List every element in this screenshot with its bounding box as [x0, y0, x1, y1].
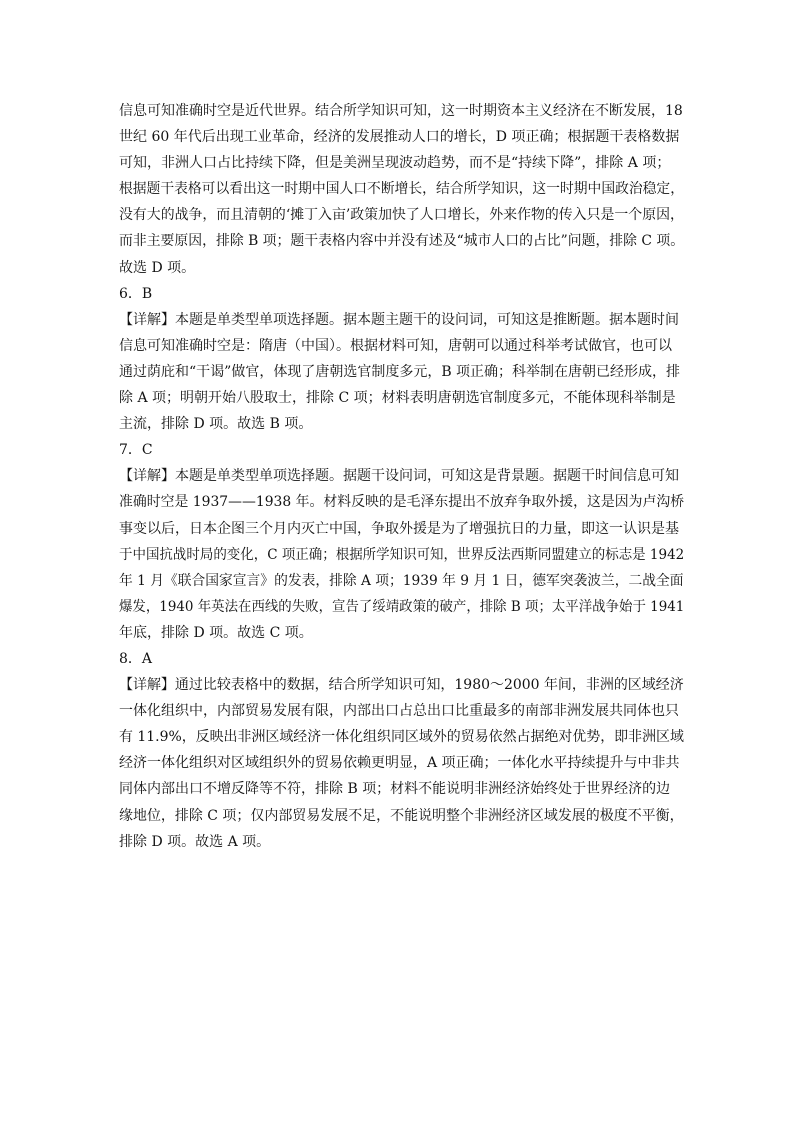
- text-line: 而非主要原因，排除 B 项；题干表格内容中并没有述及“城市人口的占比”问题，排除 C 项。: [119, 233, 685, 250]
- text-line: 通过荫庇和“干谒”做官，体现了唐朝选官制度多元，B 项正确；科举制在唐朝已经形成，排: [119, 363, 681, 380]
- text-line: 信息可知准确时空是近代世界。结合所学知识可知，这一时期资本主义经济在不断发展，18: [119, 103, 683, 119]
- text-line: 主流，排除 D 项。故选 B 项。: [119, 416, 313, 433]
- text-line: 同体内部出口不增反降等不符，排除 B 项；材料不能说明非洲经济始终处于世界经济的边: [119, 781, 671, 798]
- text-line: 【详解】本题是单类型单项选择题。据题干设问词，可知这是背景题。据题干时间信息可知: [119, 468, 679, 485]
- text-line: 故选 D 项。: [119, 259, 196, 276]
- document-body: [119, 98, 684, 855]
- text-line: 年 1 月《联合国家宣言》的发表，排除 A 项；1939 年 9 月 1 日，德军突袭波兰，二战全面: [119, 572, 684, 589]
- text-line: 经济一体化组织对区域组织外的贸易依赖更明显，A 项正确；一体化水平持续提升与中非共: [119, 755, 680, 772]
- text-line: 【详解】本题是单类型单项选择题。据本题主题干的设问词，可知这是推断题。据本题时间: [119, 311, 679, 328]
- text-line: 爆发，1940 年英法在西线的失败，宣告了绥靖政策的破产，排除 B 项；太平洋战争始于 1941: [119, 598, 685, 615]
- text-line: 事变以后，日本企图三个月内灭亡中国，争取外援是为了增强抗日的力量，即这一认识是基: [119, 520, 679, 537]
- text-line: 一体化组织中，内部贸易发展有限，内部出口占总出口比重最多的南部非洲发展共同体也只: [119, 703, 679, 720]
- text-line: 除 A 项；明朝开始八股取士，排除 C 项；材料表明唐朝选官制度多元，不能体现科举制是: [119, 390, 676, 407]
- text-line: 【详解】通过比较表格中的数据，结合所学知识可知，1980～2000 年间，非洲的区域经济: [119, 677, 684, 694]
- question-number: 8．A: [119, 650, 153, 667]
- text-line: 世纪 60 年代后出现工业革命，经济的发展推动人口的增长，D 项正确；根据题干表格数据: [119, 129, 680, 146]
- question-number: 7．C: [119, 442, 153, 459]
- text-line: 年底，排除 D 项。故选 C 项。: [119, 624, 313, 641]
- text-line: 根据题干表格可以看出这一时期中国人口不断增长，结合所学知识，这一时期中国政治稳定，: [119, 181, 684, 198]
- text-line: 没有大的战争，而且清朝的‘摊丁入亩’政策加快了人口增长，外来作物的传入只是一个原因，: [119, 207, 684, 224]
- text-line: 于中国抗战时局的变化，C 项正确；根据所学知识可知，世界反法西斯同盟建立的标志是 1942: [119, 546, 685, 563]
- question-number: 6．B: [119, 285, 153, 302]
- text-line: 有 11.9%，反映出非洲区域经济一体化组织同区域外的贸易依然占据绝对优势，即非洲区域: [119, 729, 684, 746]
- text-line: 排除 D 项。故选 A 项。: [119, 833, 271, 850]
- text-line: 可知，非洲人口占比持续下降，但是美洲呈现波动趋势，而不是“持续下降”，排除 A 项；: [119, 155, 671, 172]
- text-line: 准确时空是 1937——1938 年。材料反映的是毛泽东提出不放弃争取外援，这是因为卢沟桥: [119, 494, 685, 511]
- text-line: 缘地位，排除 C 项；仅内部贸易发展不足，不能说明整个非洲经济区域发展的极度不平衡，: [119, 807, 684, 824]
- text-line: 信息可知准确时空是：隋唐（中国）。根据材料可知，唐朝可以通过科举考试做官，也可以: [119, 337, 672, 354]
